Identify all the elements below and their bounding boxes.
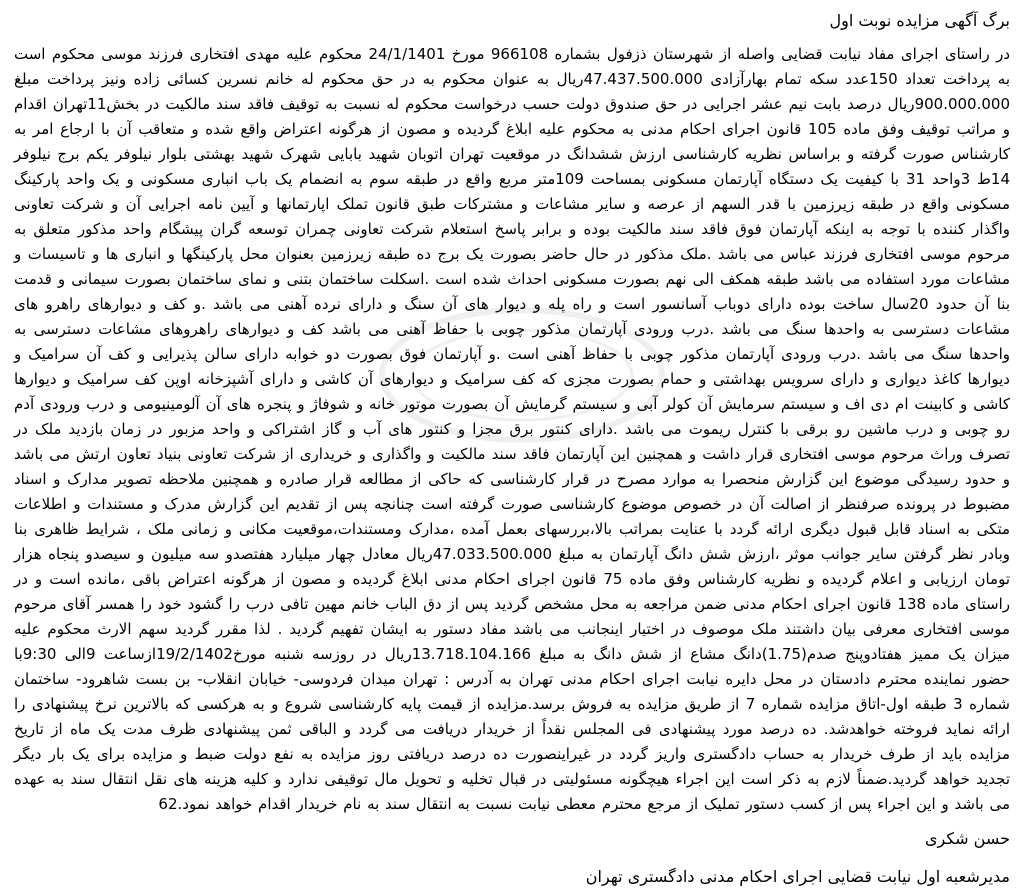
signer-name: حسن شکری — [924, 829, 1010, 848]
signer-title: مدیرشعبه اول نیابت قضایی اجرای احکام مدنی دادگستری تهران — [585, 867, 1010, 886]
notice-title: برگ آگهی مزایده نوبت اول — [829, 11, 1010, 30]
notice-body: در راستای اجرای مفاد نیابت قضایی واصله از شهرستان ذزفول بشماره 966108 مورخ 24/1/1401 محکوم علیه مهدی افتخاری فرزند موسی محکوم است به پرداخت تعداد 150عدد سکه تمام بهارآزادی 47.437.500.000ریال به عنوان محکوم به در حق محکوم له خانم نسرین کسائی زاده ونیز پرداخت مبلغ 900.000.000ریال درصد بابت نیم عشر اجرایی در حق صندوق دولت حسب درخواست محکوم له نسبت به توقیف فاقد سند مالکیت در بخش11تهران اقدام و مراتب توقیف وفق ماده 105 قانون اجرای احکام مدنی به محکوم علیه ابلاغ گردیده و مصون از هرگونه اعتراض واقع شده و متعاقب آن با ارجاع امر به کارشناس صورت گرفته و براساس نظریه کارشناسی ارزش ششدانگ در موقعیت تهران اتوبان شهید بابایی شهرک شهید بهشتی بلوار نیلوفر یکم برج نیلوفر 14ط 3واحد 31 با کیفیت یک دستگاه آپارتمان مسکونی بمساحت 109متر مربع واقع در طبقه سوم به انضمام یک باب انباری مسکونی و یک واحد پارکینگ مسکونی واقع در طبقه زیرزمین با قدر السهم از عرصه و سایر مشاعات و مشترکات طبق قانون تملک اپارتمانها و آیین نامه اجرایی آن و شرکت تعاونی واگذار کننده با توجه به اینکه آپارتمان فوق فاقد سند مالکیت بوده و برابر پاسخ استعلام شرکت تعاونی چمران توسعه گران پیشگام واحد مذکور متعلق به مرحوم موسی افتخاری فرزند عباس می باشد .ملک مذکور در حال حاضر بصورت یک برج ده طبقه زیرزمین بعنوان محل پارکینگها و انباری ها و تاسیسات و مشاعات مورد استفاده می باشد طبقه همکف الی نهم بصورت مسکونی احداث شده است .اسکلت ساختمان بتنی و نمای ساختمان بصورت سیمانی و قدمت بنا آن حدود 20سال ساخت بوده دارای دوباب آسانسور است و راه پله و دیوار های آن سنگ و دارای نرده آهنی می باشد .و کف و دیوارهای راهرو های مشاعات دسترسی به واحدها سنگ می باشد .درب ورودی آپارتمان مذکور چوبی با حفاظ آهنی می باشد کف و دیوارهای راهروهای مشاعات دسترسی به واحدها سنگ می باشد .درب ورودی آپارتمان مذکور چوبی با حفاظ آهنی است .و آپارتمان فوق بصورت دو خوابه دارای سالن پذیرایی و کف آن سرامیک و دیوارها کاغذ دیواری و دارای سرویس بهداشتی و حمام بصورت مجزی که کف سرامیک و دیوارهای آن کاشی و دارای آشپزخانه اوپن کف سرامیک و دیوارها کاشی و کابینت ام دی اف و سیستم سرمایش آن کولر آبی و سیستم گرمایش آن بصورت موتور خانه و شوفاژ و پنجره های آن آلومینیومی و درب ورودی آدم رو چوبی و درب ماشین رو برقی با کنترل ریموت می باشد .دارای کنتور برق مجزا و کنتور های آب و گاز اشتراکی و واحد مزبور در زمان بازدید ملک در تصرف وراث مرحوم موسی افتخاری قرار داشت و همچنین این آپارتمان فاقد سند مالکیت و واگذاری و خریداری از شرکت تعاونی بنیاد تعاون ارتش می باشد و حدود رسیدگی موضوع این گزارش منحصرا به موارد مصرح در قرار کارشناسی که حاکی از مطالعه قرار صادره و همچنین ملاحظه تصویر مدارک و اسناد مضبوط در پرونده صرفنظر از اصالت آن در خصوص موضوع کارشناسی صورت گرفته است چنانچه پس از تقدیم این گزارش مدرک و مستندات و اطلاعات متکی به اسناد قابل قبول دیگری ارائه گردد با عنایت بمراتب بالا،بررسهای بعمل آمده ،مدارک ومستندات،موقعیت مکانی و زمانی ملک ، شرایط ظاهری بنا وبادر نظر گرفتن سایر جوانب موثر ،ارزش شش دانگ آپارتمان به مبلغ 47.033.500.000ریال معادل چهار میلیارد هفتصدو سه میلیون و سیصدو پنجاه هزار تومان ارزیابی و اعلام گردیده و نظریه کارشناس وفق ماده 75 قانون اجرای احکام مدنی ابلاغ گردیده و مصون از هرگونه اعتراض باقی ،مانده است و در راستای ماده 138 قانون اجرای احکام مدنی ضمن مراجعه به محل مشخص گردید پس از دق الباب خانم مهین تافی درب را گشود خود را همسر آقای مرحوم موسی افتخاری معرفی بیان داشتند ملک موصوف در اختیار اینجانب می باشد مفاد دستور به ایشان تفهیم گردید . لذا مقرر گردید سهم الارث محکوم علیه میزان یک ممیز هفتادوپنج صدم(1.75)دانگ مشاع از شش دانگ به مبلغ 13.718.104.166ریال در روزسه شنبه مورخ19/2/1402ازساعت 9الی 9:30با حضور نماینده محترم دادستان در محل دایره نیابت اجرای احکام مدنی تهران به آدرس : تهران میدان فردوسی- خیابان انقلاب- بن بست شاهرود- ساختمان شماره 3 طبقه اول-اتاق مزایده شماره 7 از طریق مزایده به فروش برسد.مزایده از قیمت پایه کارشناسی شروع و به هرکسی که بالاترین نرخ پیشنهادی را ارائه نماید فروخته خواهدشد. ده درصد مورد پیشنهادی فی المجلس نقداً از خریدار دریافت می گردد و الباقی ثمن پیشنهادی ظرف مدت یک ماه از تاریخ مزایده باید از طرف خریدار به حساب دادگستری واریز گردد در غیراینصورت ده درصد دریافتی روز مزایده به نفع دولت ضبط و مزایده برای یک بار دیگر تجدید خواهد گردید.ضمناً لازم به ذکر است این اجراء هیچگونه مسئولیتی در قبال تخلیه و تحویل مال توقیفی ندارد و کلیه هزینه های نقل انتقال سند به عهده می باشد و این اجراء پس از کسب دستور تملیک از مرجع محترم معطی نیابت نسبت به انتقال سند به نام خریدار اقدام خواهد نمود.62 — [14, 45, 1011, 813]
auction-notice-document — [12, 0, 1012, 886]
